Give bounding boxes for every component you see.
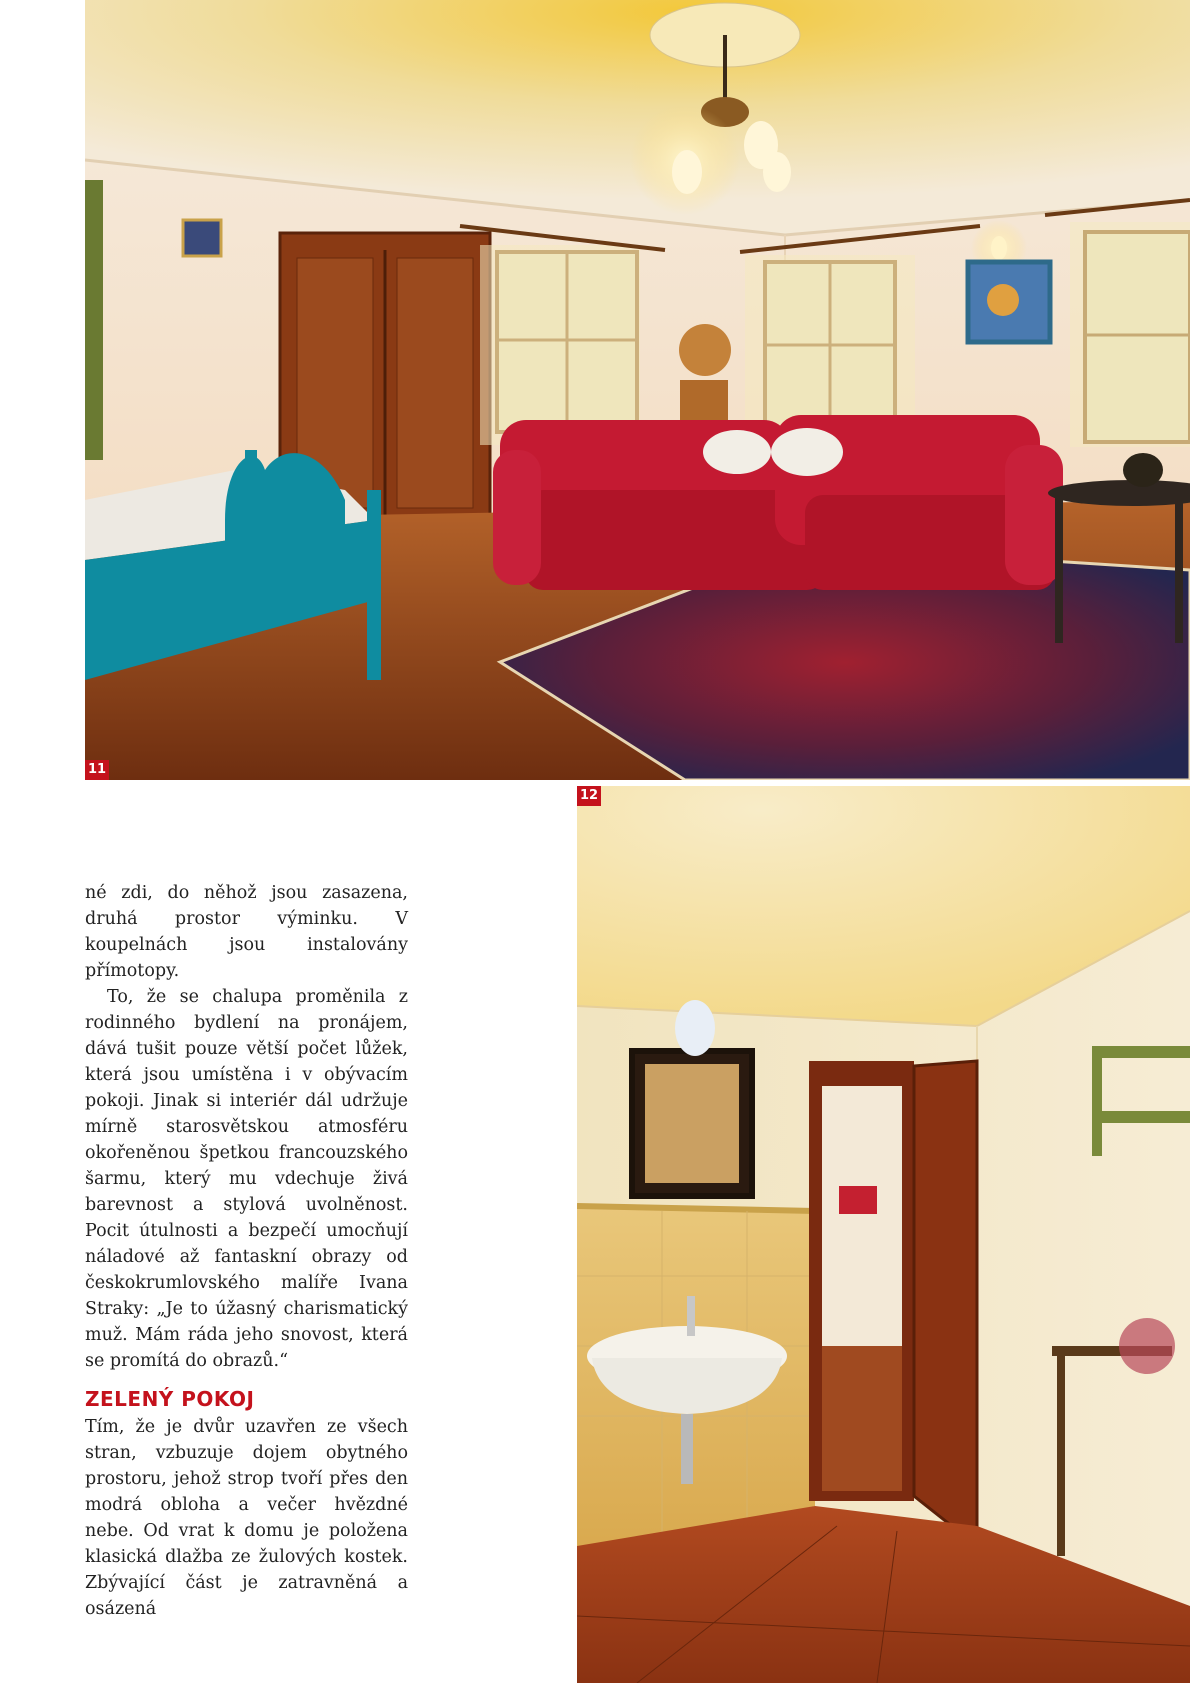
photo-number-12: 12 [577,786,601,806]
photo-number-11: 11 [85,760,109,780]
bathroom-photo [577,786,1190,1683]
living-room-image [85,0,1190,780]
living-room-photo [85,0,1190,780]
bathroom-image [577,786,1190,1683]
section-heading: ZELENÝ POKOJ [85,1387,255,1411]
article-paragraph-1: né zdi, do něhož jsou zasazena, druhá prostor výminku. V koupelnách jsou instalovány přímotopy. [85,883,408,981]
red-sofa [493,415,1063,590]
article-paragraph-3: Tím, že je dvůr uzavřen ze všech stran, vzbuzuje dojem obytného prostoru, jehož strop tvoří přes den modrá obloha a večer hvězdné nebe. Od vrat k domu je položena klasická dlažba ze žulových kostek. Zbývající část je zatravněná a osázená [85,1417,408,1619]
article-paragraph-2: To, že se chalupa proměnila z rodinného bydlení na pronájem, dává tušit pouze větší počet lůžek, která jsou umístěna i v obývacím pokoji. Jinak si interiér dál udržuje mírně starosvětskou atmosféru okořeněnou špetkou francouzského šarmu, který mu vdechuje živá barevnost a stylová uvolněnost. Pocit útulnosti a bezpečí umocňují náladové až fantaskní obrazy od českokrumlovského malíře Ivana Straky: „Je to úžasný charismatický muž. Mám ráda jeho snovost, která se promítá do obrazů.“ [85,987,408,1371]
article-text-column [85,880,408,1622]
